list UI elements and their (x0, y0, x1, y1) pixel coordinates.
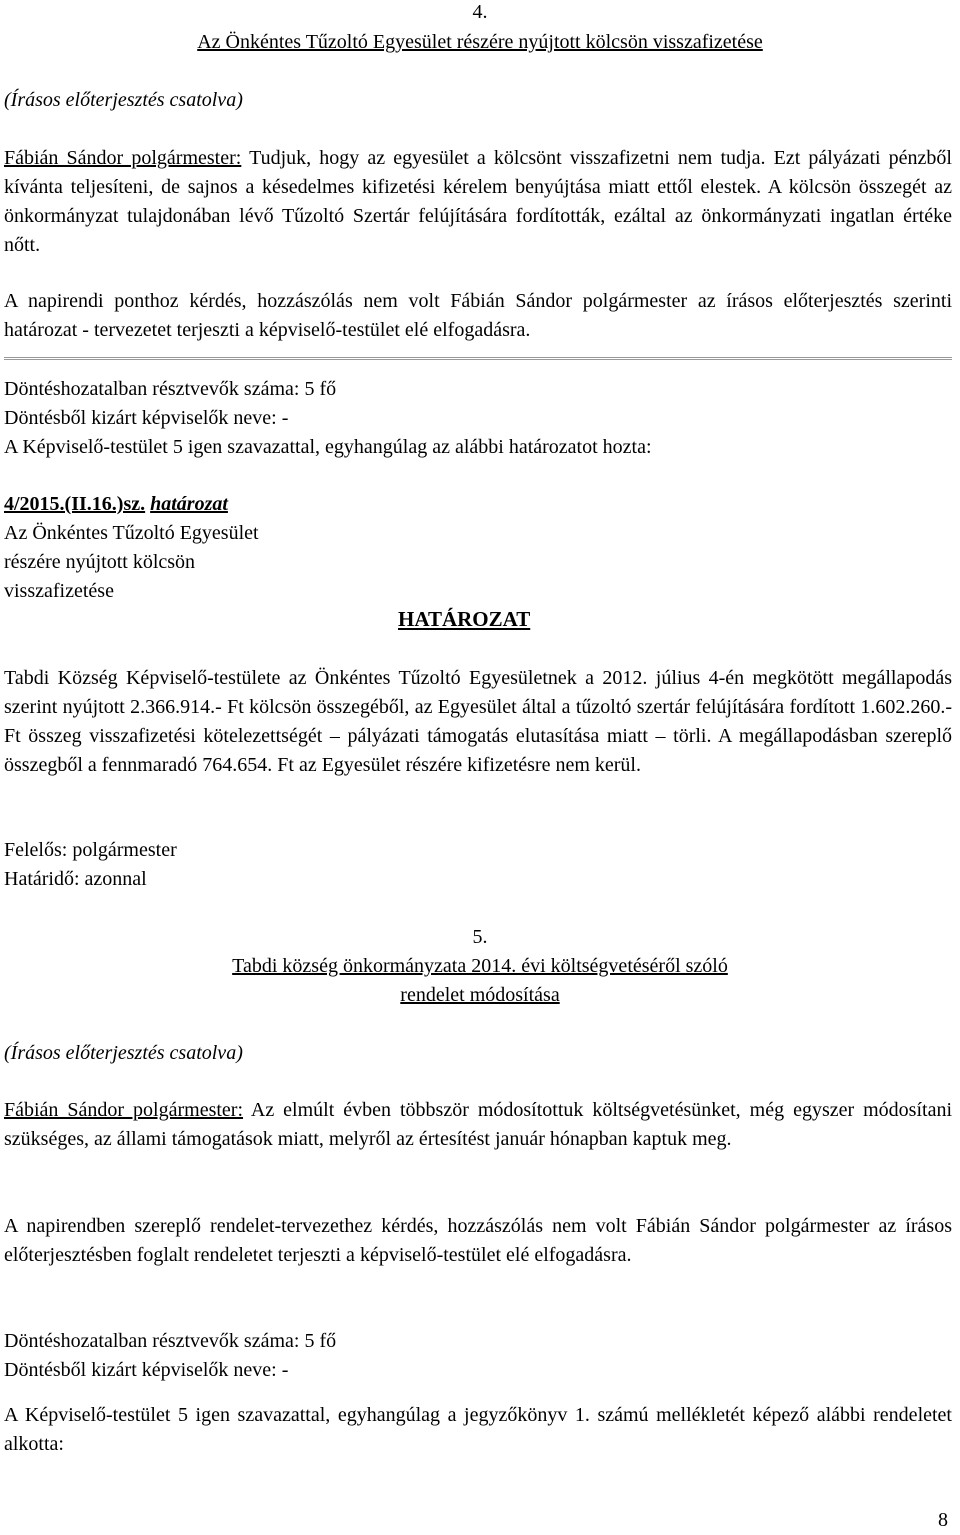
page-number: 8 (938, 1509, 948, 1531)
item4-title: Az Önkéntes Tűzoltó Egyesület részére nyújtott kölcsön visszafizetése (197, 31, 763, 53)
item4-excluded: Döntésből kizárt képviselők neve: - (4, 407, 289, 429)
item5-attachment-note: (Írásos előterjesztés csatolva) (4, 1042, 243, 1064)
item5-vote: A Képviselő-testület 5 igen szavazattal, egyhangúlag a jegyzőkönyv 1. számú mellékletét képező alábbi rendeletet alkotta: (4, 1404, 952, 1455)
item4-speaker: Fábián Sándor polgármester: (4, 147, 242, 169)
resolution-heading: HATÁROZAT (398, 607, 531, 631)
item5-speaker: Fábián Sándor polgármester: (4, 1099, 244, 1121)
item4-resolution-subject-3: visszafizetése (4, 580, 114, 602)
divider (4, 357, 952, 360)
item5-excluded: Döntésből kizárt képviselők neve: - (4, 1359, 289, 1381)
item4-resolution-word: határozat (150, 493, 228, 515)
item4-speech-paragraph (4, 144, 952, 260)
item4-resolution-number: 4/2015.(II.16.)sz. (4, 493, 146, 515)
item5-number: 5. (472, 926, 488, 948)
item4-agenda-paragraph: A napirendi ponthoz kérdés, hozzászólás nem volt Fábián Sándor polgármester az írásos előterjesztés szerinti határozat - tervezetet terjeszti a képviselő-testület elé elfogadásra. (4, 290, 952, 341)
item4-number: 4. (472, 1, 488, 23)
item4-participants: Döntéshozatalban résztvevők száma: 5 fő (4, 378, 337, 400)
item4-attachment-note: (Írásos előterjesztés csatolva) (4, 89, 243, 111)
item5-title-line2: rendelet módosítása (400, 984, 560, 1006)
item4-resolution-body: Tabdi Község Képviselő-testülete az Önkéntes Tűzoltó Egyesületnek a 2012. július 4-én megkötött megállapodás szerint nyújtott 2.366.914.- Ft kölcsön összegéből, az Egyesület által a tűzoltó szertár felújítására fordított 1.602.260.- Ft összeg visszafizetési kötelezettségét – pályázati támogatás elutasítása miatt – törli. A megállapodásban szereplő összegből a fennmaradó 764.654. Ft az Egyesület részére kifizetésre nem kerül. (4, 667, 952, 776)
item4-vote: A Képviselő-testület 5 igen szavazattal, egyhangúlag az alábbi határozatot hozta: (4, 436, 652, 458)
item5-speech: Az elmúlt évben többször módosítottuk költségvetésünket, még egyszer módosítani szükséges, az állami támogatások miatt, melyről az értesítést január hónapban kaptuk meg. (4, 1099, 952, 1150)
item4-resolution-id (4, 490, 228, 519)
item5-title-line1: Tabdi község önkormányzata 2014. évi költségvetéséről szóló (232, 955, 728, 977)
item5-agenda-paragraph: A napirendben szereplő rendelet-tervezethez kérdés, hozzászólás nem volt Fábián Sándor polgármester az írásos előterjesztésben foglalt rendeletet terjeszti a képviselő-testület elé elfogadásra. (4, 1215, 952, 1266)
item4-speech: Tudjuk, hogy az egyesület a kölcsönt visszafizetni nem tudja. Ezt pályázati pénzből kívánta teljesíteni, de sajnos a késedelmes kifizetési kérelem benyújtása miatt ettől elestek. A kölcsön összegét az önkormányzat tulajdonában lévő Tűzoltó Szertár felújítására fordították, ezáltal az önkormányzati ingatlan értéke nőtt. (4, 147, 952, 256)
item4-resolution-subject-1: Az Önkéntes Tűzoltó Egyesület (4, 522, 259, 544)
item5-participants: Döntéshozatalban résztvevők száma: 5 fő (4, 1330, 337, 1352)
item4-deadline: Határidő: azonnal (4, 868, 147, 890)
item5-speech-paragraph (4, 1096, 952, 1154)
item4-responsible: Felelős: polgármester (4, 839, 177, 861)
item4-resolution-subject-2: részére nyújtott kölcsön (4, 551, 196, 573)
